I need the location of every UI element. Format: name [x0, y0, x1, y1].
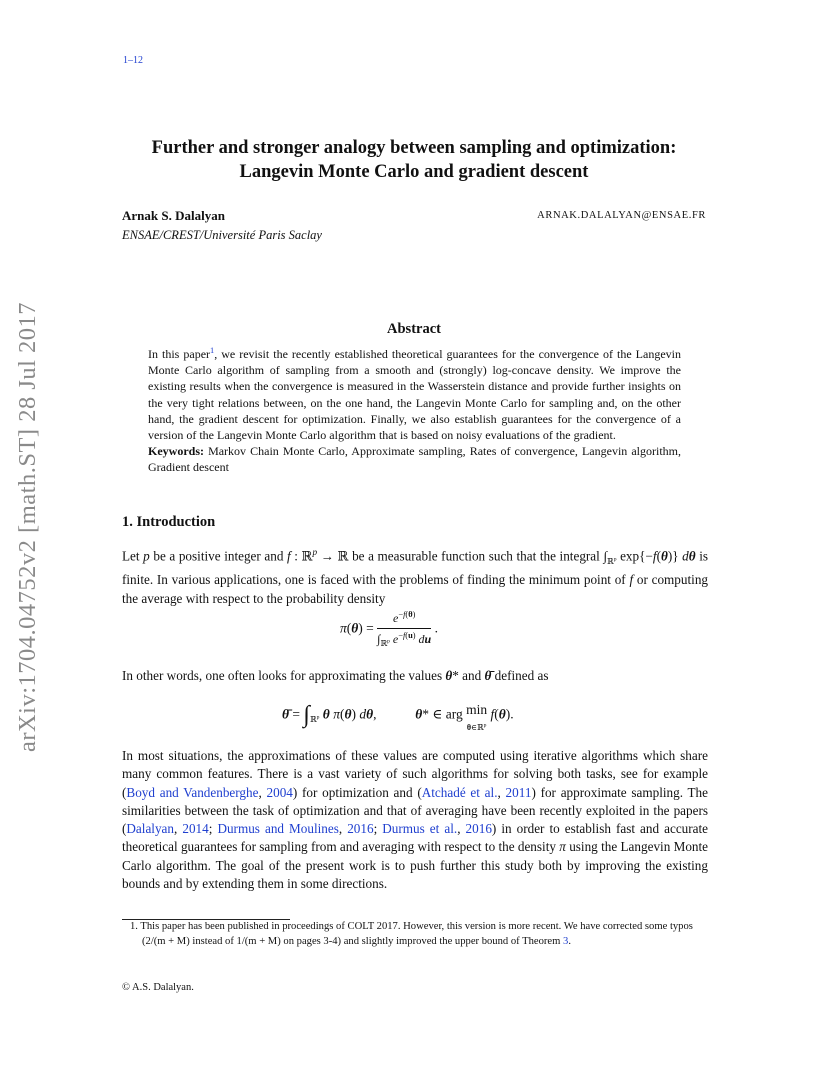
footnote-mark[interactable]: 1 [210, 346, 215, 355]
intro-paragraph-1: Let p be a positive integer and f : ℝ$^p$ → ℝ be a measurable function such that the integral $\int_{ℝ^p}$ exp{−f(θ)} dθ is finite. In various applications, one is faced with the problems of finding the minimum point of f or computing the average with respect to the probability density [122, 547, 709, 606]
cite-atchade[interactable]: Atchadé et al. [421, 784, 498, 800]
author-name: Arnak S. Dalalyan [122, 208, 225, 223]
cite-boyd-year[interactable]: 2004 [266, 784, 293, 800]
cite-durmus-et-al[interactable]: Durmus et al. [382, 821, 458, 837]
cite-dalalyan[interactable]: Dalalyan [126, 821, 175, 837]
author-affiliation: ENSAE/CREST/Université Paris Saclay [122, 228, 322, 242]
abstract-intro: In this paper [148, 347, 211, 361]
cite-dalalyan-year[interactable]: 2014 [182, 821, 209, 837]
cite-atchade-year[interactable]: 2011 [505, 784, 532, 800]
title-line-1: Further and stronger analogy between sampling and optimization: [151, 138, 677, 158]
cite-durmus-moulines[interactable]: Durmus and Moulines [217, 821, 339, 837]
arxiv-stamp [8, 282, 48, 772]
cite-boyd[interactable]: Boyd and Vandenberghe [126, 784, 259, 800]
intro-paragraph-2: In other words, one often looks for approximating the values θ* and θ̄ defined as [122, 668, 549, 683]
equation-density: π(θ) = $\frac{e^{-f(\theta)}}{\int_{ℝ^p} e^{-f(u)} du}$ . [340, 610, 438, 649]
intro-paragraph-3: In most situations, the approximations of these values are computed using iterative algorithms which share many common features. There is a vast variety of such algorithms for solving both tasks, see for example (Boyd and Vandenberghe, 2004) for optimization and (Atchadé et al., 2011) for approximate sampling. The similarities between the task of optimization and that of averaging have been recently exploited in the papers (Dalalyan, 2014; Durmus and Moulines, 2016; Durmus et al., 2016) in order to establish fast and accurate theoretical guarantees for sampling from and averaging with respect to the density π using the Langevin Monte Carlo algorithm. The goal of the present work is to push further this study both by improving the existing bounds and by extending them in some directions. [122, 748, 709, 892]
keywords-label: Keywords: [148, 444, 204, 459]
theorem-ref[interactable]: 3 [563, 935, 569, 947]
abstract-text: , we revisit the recently established theoretical guarantees for the convergence of the Langevin Monte Carlo algorithm of sampling from a smooth and (strongly) log-concave density. We improve the existing results when the convergence is measured in the Wasserstein distance and provide further insights on the very tight relations between, on the one hand, the Langevin Monte Carlo for sampling and, on the other hand, the gradient descent for optimization. Finally, we also establish guarantees for the convergence of a version of the Langevin Monte Carlo algorithm that is based on noisy evaluations of the gradient. [148, 347, 681, 443]
cite-durmus-et-al-year[interactable]: 2016 [465, 821, 492, 837]
arxiv-stamp-text: arXiv:1704.04752v2 [math.ST] 28 Jul 2017 [14, 301, 41, 753]
cite-durmus-moulines-year[interactable]: 2016 [347, 821, 374, 837]
keywords: Markov Chain Monte Carlo, Approximate sampling, Rates of convergence, Langevin algorithm, Gradient descent [148, 444, 681, 475]
abstract-heading: Abstract [387, 321, 441, 337]
abstract-body [148, 343, 681, 476]
footnote: 1. This paper has been published in proceedings of COLT 2017. However, this version is more recent. We have corrected some typos (2/(m + M) instead of 1/(m + M) on pages 3-4) and slightly improved the upper bound of Theorem 3. [130, 921, 693, 947]
paper-title [100, 136, 728, 184]
page-range: 1–12 [123, 55, 143, 66]
copyright: © A.S. Dalalyan. [122, 982, 194, 993]
author-email[interactable]: ARNAK.DALALYAN@ENSAE.FR [537, 210, 706, 221]
equation-targets: θ̄ = $\int_{ℝ^p}$ θ π(θ) dθ, θ* ∈ arg min θ∈ℝ$^p$ f(θ). [282, 702, 514, 732]
section-heading: 1. Introduction [122, 514, 216, 530]
title-line-2: Langevin Monte Carlo and gradient descent [239, 162, 589, 182]
